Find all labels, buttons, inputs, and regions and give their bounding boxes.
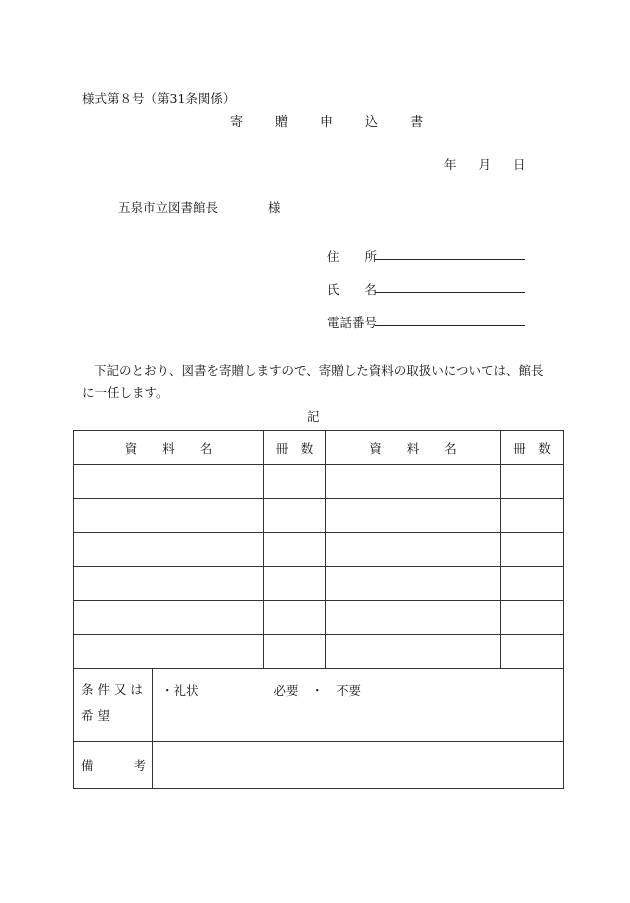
year-label: 年: [444, 157, 457, 172]
remarks-label-left: 備: [81, 758, 94, 773]
addressee: 五泉市立図書館長: [118, 200, 219, 215]
material-name-header: 資 料 名: [74, 431, 264, 465]
title-char: 寄: [230, 115, 244, 130]
count-cell[interactable]: [501, 601, 564, 635]
count-cell[interactable]: [501, 465, 564, 499]
donation-table: [73, 430, 564, 789]
count-header: 冊 数: [264, 431, 326, 465]
material-cell[interactable]: [74, 601, 264, 635]
material-cell[interactable]: [326, 601, 501, 635]
count-cell[interactable]: [501, 635, 564, 669]
thank-you-letter-option[interactable]: ・礼状 必要 ・ 不要: [161, 683, 362, 698]
table-row: [74, 465, 564, 499]
remarks-label: [74, 742, 153, 789]
day-label: 日: [513, 157, 526, 172]
table-row: [74, 499, 564, 533]
month-label: 月: [478, 157, 492, 172]
date-line[interactable]: [444, 155, 526, 173]
material-cell[interactable]: [74, 567, 264, 601]
count-cell[interactable]: [264, 533, 326, 567]
table-row: [74, 533, 564, 567]
honorific: 様: [268, 200, 281, 215]
address-label: 住 所: [327, 249, 378, 264]
material-cell[interactable]: [326, 533, 501, 567]
address-field[interactable]: [375, 259, 525, 260]
condition-label-line2: 希 望: [81, 708, 110, 723]
count-cell[interactable]: [264, 567, 326, 601]
count-cell[interactable]: [501, 567, 564, 601]
body-text: 下記のとおり、図書を寄贈しますので、寄贈した資料の取扱いについては、館長に一任します。: [82, 363, 544, 400]
table-row: [74, 567, 564, 601]
table-header-row: [74, 431, 564, 465]
title-char: 贈: [275, 115, 289, 130]
title-char: 書: [410, 115, 424, 130]
condition-row: [74, 669, 564, 742]
name-field[interactable]: [375, 292, 525, 293]
condition-label-line1: 条 件 又 は: [81, 682, 143, 697]
form-number: 様式第８号（第31条関係）: [82, 91, 236, 106]
count-cell[interactable]: [264, 499, 326, 533]
condition-field[interactable]: [153, 669, 564, 742]
table-row: [74, 635, 564, 669]
material-cell[interactable]: [326, 499, 501, 533]
count-cell[interactable]: [264, 601, 326, 635]
phone-label: 電話番号: [327, 315, 378, 330]
material-cell[interactable]: [74, 465, 264, 499]
material-cell[interactable]: [74, 499, 264, 533]
remarks-label-right: 考: [133, 758, 146, 773]
title-char: 申: [320, 115, 334, 130]
remarks-row: [74, 742, 564, 789]
material-cell[interactable]: [326, 635, 501, 669]
title-char: 込: [365, 115, 379, 130]
phone-field[interactable]: [375, 325, 525, 326]
count-cell[interactable]: [264, 465, 326, 499]
ki-label: 記: [307, 409, 320, 424]
material-cell[interactable]: [74, 533, 264, 567]
material-cell[interactable]: [326, 567, 501, 601]
material-cell[interactable]: [74, 635, 264, 669]
count-cell[interactable]: [501, 533, 564, 567]
document-title: [230, 111, 423, 130]
material-name-header: 資 料 名: [326, 431, 501, 465]
name-label: 氏 名: [327, 282, 378, 297]
material-cell[interactable]: [326, 465, 501, 499]
count-cell[interactable]: [264, 635, 326, 669]
condition-label: [74, 669, 153, 742]
remarks-field[interactable]: [153, 742, 564, 789]
count-cell[interactable]: [501, 499, 564, 533]
table-row: [74, 601, 564, 635]
count-header: 冊 数: [501, 431, 564, 465]
